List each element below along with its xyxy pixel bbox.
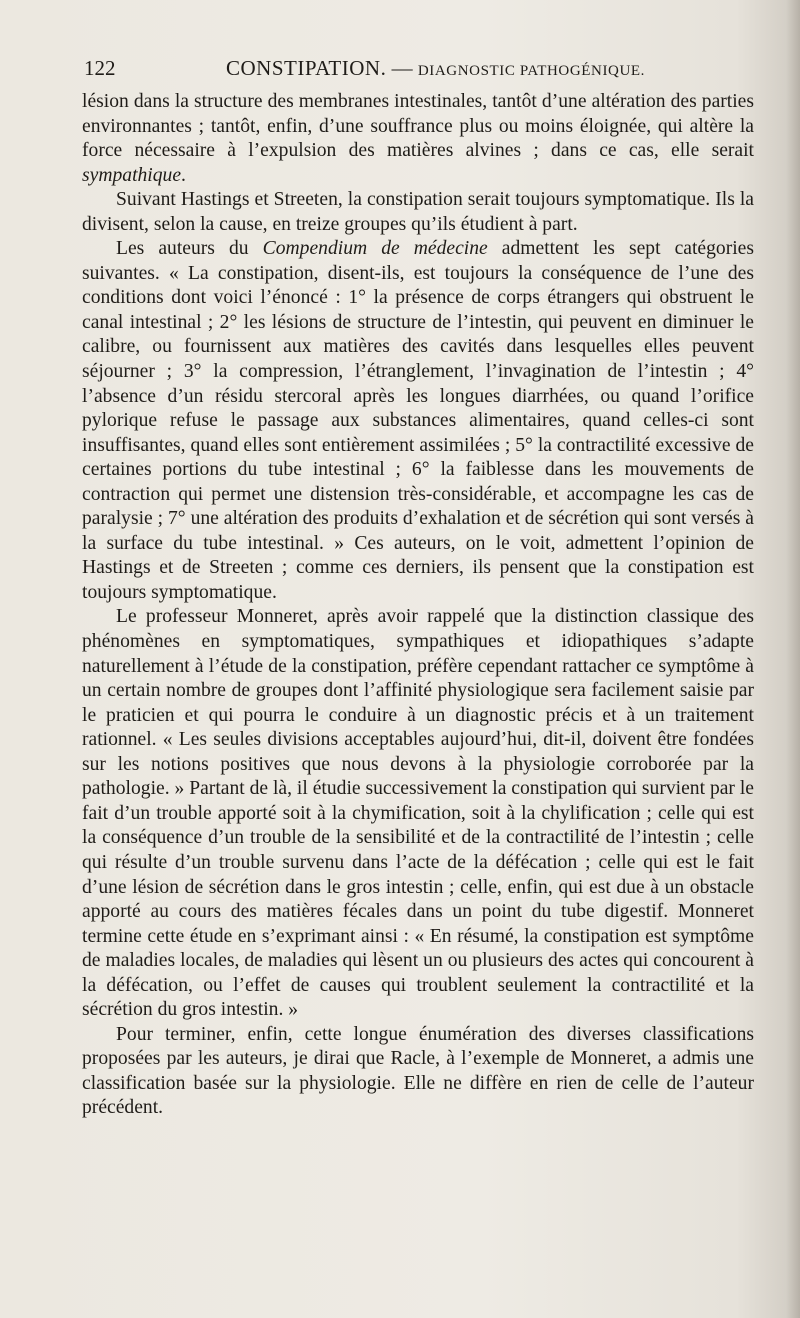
paragraph-5 <box>82 1023 754 1121</box>
paragraph-3 <box>82 237 754 605</box>
section-subtitle: DIAGNOSTIC PATHOGÉNIQUE. <box>417 63 646 79</box>
text-run: . <box>181 164 186 186</box>
italic-title: Compendium de médecine <box>262 238 488 260</box>
title-separator: — <box>391 56 413 80</box>
text-run: admettent les sept catégories suivantes. « La constipation, disent-ils, est toujours la conséquence de l’une des conditions dont voici l’énoncé : 1° la présence de corps étrangers qui obstruent le canal intestinal ; 2° les lésions de structure de l’intestin, qui peuvent en diminuer le calibre, ou fournissent aux matières des cavités dans lesquelles elles peuvent séjourner ; 3° la compression, l’étranglement, l’invagination de l’intestin ; 4° l’absence d’un résidu stercoral après les longues diarrhées, ou quand l’orifice pylorique refuse le passage aux substances alimentaires, quand celles-ci sont insuffisantes, quand elles sont entièrement assimilées ; 5° la contractilité excessive de certaines portions du tube intestinal ; 6° la faiblesse dans les mouvements de contraction qui permet une distension très-considérable, et accompagne les cas de paralysie ; 7° une altération des produits d’exhalation et de sécrétion qui sont versés à la surface du tube intestinal. » Ces auteurs, on le voit, admettent l’opinion de Hastings et de Streeten ; comme ces derniers, ils pensent que la constipation est toujours symptomatique. <box>82 238 754 603</box>
paragraph-1 <box>82 90 754 188</box>
text-run: Le professeur Monneret, après avoir rappelé que la distinction classique des phénomènes en symptomatiques, sympathiques et idiopathiques s’adapte naturellement à l’étude de la constipation, préfère cependant rattacher ce symptôme à un certain nombre de groupes dont l’affinité physiologique sera facilement saisie par le praticien et qui pourra le conduire à un diagnostic précis et à un traitement rationnel. « Les seules divisions acceptables aujourd’hui, dit-il, doivent être fondées sur les notions positives que nous devons à la physiologie corroborée par la pathologie. » Partant de là, il étudie successivement la constipation qui survient par le fait d’un trouble apporté soit à la chymification, soit à la chylification ; celle qui est la conséquence d’un trouble de la sensibilité et de la contractilité de l’intestin ; celle qui résulte d’un trouble survenu dans l’acte de la défécation ; celle qui est le fait d’une lésion de sécrétion dans le gros intestin ; celle, enfin, qui est due à un obstacle apporté au cours des matières fécales dans un point du tube digestif. Monneret termine cette étude en s’exprimant ainsi : « En résumé, la constipation est symptôme de maladies locales, de maladies qui lèsent un ou plusieurs des actes qui concourent à la défécation, ou l’effet de causes qui troublent seulement la contractilité et la sécrétion du gros intestin. » <box>82 606 754 1021</box>
text-run: lésion dans la structure des membranes intestinales, tantôt d’une altération des parties environnantes ; tantôt, enfin, d’une souffrance plus ou moins éloignée, qui altère la force nécessaire à l’expulsion des matières alvines ; dans ce cas, elle serait <box>82 91 754 162</box>
text-run: Les auteurs du <box>116 238 263 260</box>
italic-term: sympathique <box>82 164 182 186</box>
page-edge-shadow <box>786 0 800 1318</box>
running-title <box>226 56 645 81</box>
text-run: Suivant Hastings et Streeten, la constipation serait toujours symptomatique. Ils la divisent, selon la cause, en treize groupes qu’ils étudient à part. <box>82 189 754 235</box>
chapter-title: CONSTIPATION. <box>226 56 387 80</box>
body-text <box>82 90 754 1121</box>
text-run: Pour terminer, enfin, cette longue énumération des diverses classifications proposées par les auteurs, je dirai que Racle, à l’exemple de Monneret, a admis une classification basée sur la physiologie. Elle ne diffère en rien de celle de l’auteur précédent. <box>82 1023 754 1119</box>
paragraph-4 <box>82 605 754 1022</box>
paragraph-2 <box>82 188 754 237</box>
running-header <box>84 56 752 86</box>
page-number: 122 <box>84 56 116 80</box>
